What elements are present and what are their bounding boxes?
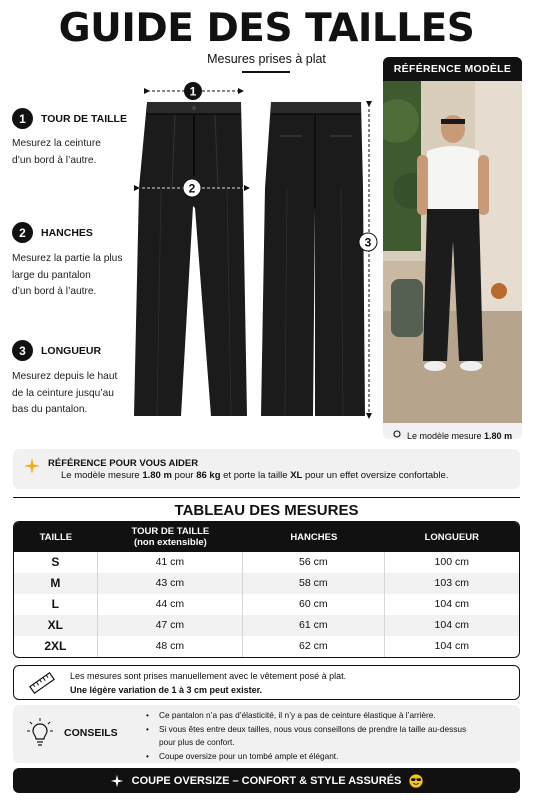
step-desc-line: de la ceinture jusqu’au (12, 387, 114, 399)
cell-hips: 56 cm (243, 552, 384, 573)
bottom-banner (13, 768, 520, 793)
measurements-table (13, 521, 520, 658)
hips-marker-number: 2 (188, 181, 196, 196)
hint-text-part: Le modèle mesure (61, 470, 143, 481)
header-waist (98, 526, 243, 548)
note-line-bold: Une légère variation de 1 à 3 cm peut exister. (70, 685, 263, 695)
step-title: TOUR DE TAILLE (41, 112, 127, 125)
hint-text-part: pour (171, 470, 197, 481)
reference-hint-box (13, 449, 520, 489)
table-row (14, 636, 519, 657)
model-reference-card (383, 57, 522, 439)
cell-waist: 44 cm (98, 594, 243, 615)
tips-box (13, 705, 520, 763)
cell-size: 2XL (14, 636, 98, 657)
cell-hips: 58 cm (243, 573, 384, 594)
section-divider (13, 497, 520, 498)
hint-title: RÉFÉRENCE POUR VOUS AIDER (48, 458, 199, 469)
ruler-icon (29, 672, 55, 694)
length-marker-number: 3 (364, 235, 372, 250)
cell-waist: 43 cm (98, 573, 243, 594)
person-icon (391, 430, 403, 439)
cell-length: 100 cm (434, 556, 469, 568)
tips-label: CONSEILS (64, 727, 118, 739)
waist-marker-number: 1 (189, 84, 197, 99)
step-number-badge: 2 (12, 222, 33, 243)
cell-hips: 60 cm (243, 594, 384, 615)
step-length (12, 340, 130, 419)
back-pants (261, 102, 365, 416)
cell-waist: 41 cm (98, 552, 243, 573)
table-header-row (14, 522, 519, 552)
model-photo (383, 81, 522, 423)
hint-height: 1.80 m (142, 470, 172, 481)
tip-item: • Coupe oversize pour un tombé ample et élégant. (146, 750, 516, 764)
step-hips (12, 222, 130, 301)
sparkle-icon (23, 457, 41, 475)
step-number-badge: 1 (12, 108, 33, 129)
cell-length: 104 cm (434, 640, 469, 652)
cell-size: XL (14, 615, 98, 636)
step-desc-line: d’un bord à l’autre. (12, 154, 97, 166)
model-measure-label: Le modèle mesure (407, 431, 485, 439)
model-card-header: RÉFÉRENCE MODÈLE (383, 57, 522, 81)
sunglasses-smile-icon (409, 774, 423, 788)
step-desc-line: Mesurez depuis le haut (12, 371, 118, 382)
tip-item: • Si vous êtes entre deux tailles, nous vous conseillons de prendre la taille au-dessus (146, 723, 516, 737)
table-title: TABLEAU DES MESURES (174, 502, 359, 519)
tip-item-continued: pour plus de confort. (159, 737, 235, 747)
cell-size: M (14, 573, 98, 594)
step-title: HANCHES (41, 226, 93, 239)
cell-hips: 62 cm (243, 636, 384, 657)
header-size: TAILLE (39, 531, 73, 543)
page-subtitle: Mesures prises à plat (207, 52, 326, 66)
cell-length: 104 cm (434, 619, 469, 631)
step-waist (12, 108, 130, 169)
header-waist-label: TOUR DE TAILLE (131, 526, 210, 537)
table-row (14, 552, 519, 573)
hint-text (61, 470, 448, 481)
pants-illustration (125, 78, 385, 428)
hint-weight: 86 kg (196, 470, 221, 481)
page-title: GUIDE DES TAILLES (58, 6, 475, 51)
note-line: Les mesures sont prises manuellement avec le vêtement posé à plat. (70, 671, 347, 681)
hint-text-part: et porte la taille (220, 470, 291, 481)
cell-size: L (14, 594, 98, 615)
cell-hips: 61 cm (243, 615, 384, 636)
table-row (14, 615, 519, 636)
lightbulb-icon (27, 718, 53, 748)
step-desc-line: bas du pantalon. (12, 404, 88, 415)
step-desc-line: Mesurez la partie la plus (12, 253, 123, 264)
banner-text: COUPE OVERSIZE – CONFORT & STYLE ASSURÉS (131, 774, 402, 787)
cell-length: 103 cm (434, 577, 469, 589)
cell-size: S (14, 552, 98, 573)
hint-size: XL (290, 470, 303, 481)
step-desc-line: large du pantalon (12, 269, 91, 281)
front-pants (134, 102, 247, 416)
header-waist-note: (non extensible) (133, 537, 207, 548)
header-hips: HANCHES (290, 531, 338, 543)
tips-list (146, 709, 516, 763)
tip-item: • Ce pantalon n’a pas d’élasticité, il n’y a pas de ceinture élastique à l’arrière. (146, 709, 516, 723)
header-length: LONGUEUR (424, 531, 479, 543)
hint-text-part: pour un effet oversize confortable. (302, 470, 449, 481)
sparkle-icon (110, 774, 124, 788)
subtitle-underline (242, 71, 290, 73)
step-number-badge: 3 (12, 340, 33, 361)
step-desc-line: Mesurez la ceinture (12, 138, 101, 149)
cell-waist: 48 cm (98, 636, 243, 657)
model-height: 1.80 m (484, 431, 513, 439)
table-row (14, 573, 519, 594)
step-desc-line: d’un bord à l’autre. (12, 286, 97, 297)
step-title: LONGUEUR (41, 344, 102, 357)
cell-waist: 47 cm (98, 615, 243, 636)
cell-length: 104 cm (434, 598, 469, 610)
table-row (14, 594, 519, 615)
measurement-note-box (13, 665, 520, 700)
